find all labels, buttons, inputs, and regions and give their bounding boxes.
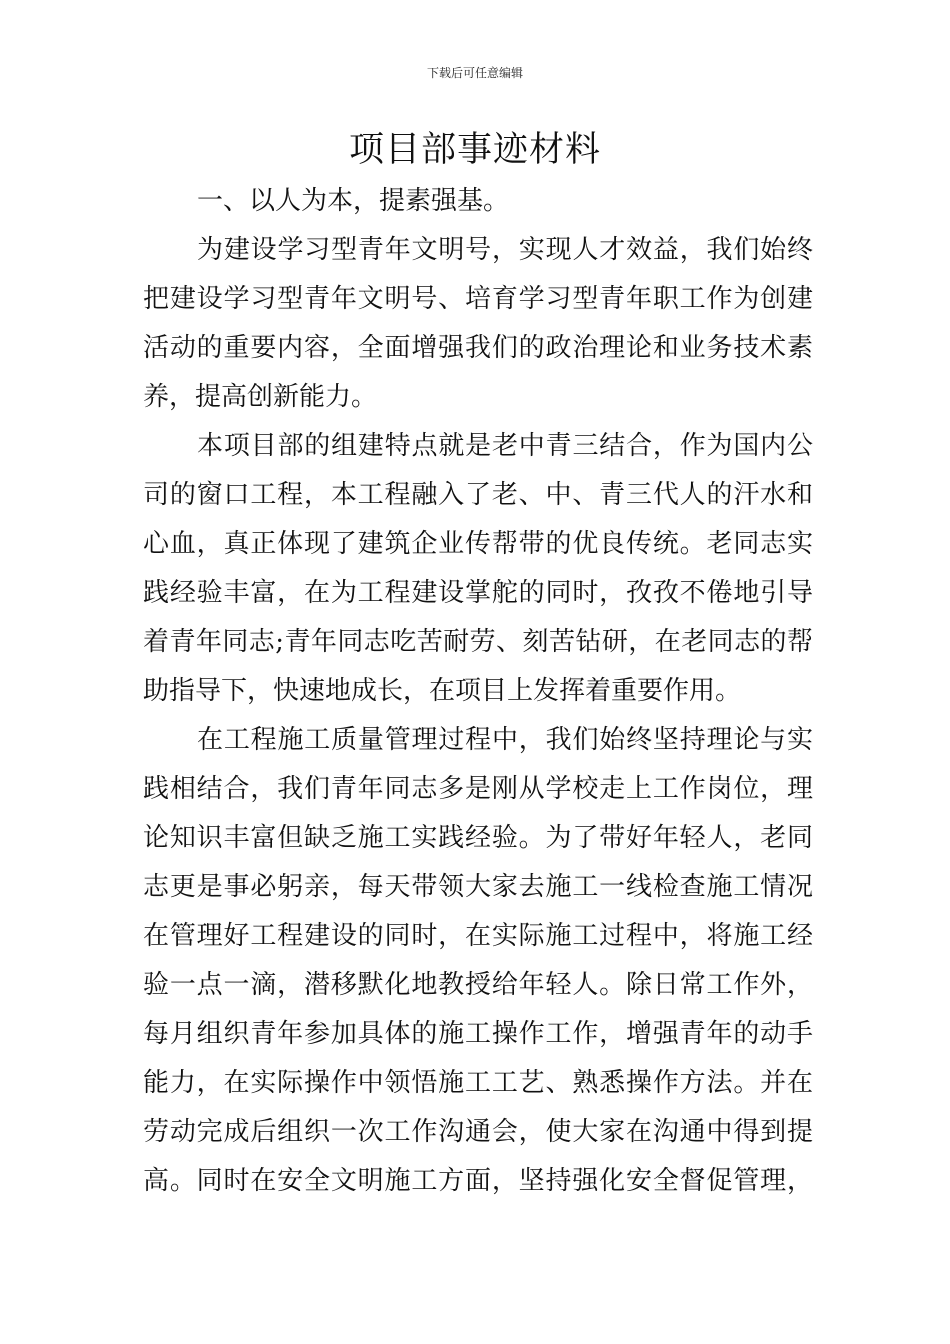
paragraph-2-line: 本项目部的组建特点就是老中青三结合，作为国内公 [197, 431, 813, 461]
paragraph-1-line: 养，提高创新能力。 [143, 382, 378, 412]
paragraph-3-line: 每月组织青年参加具体的施工操作工作，增强青年的动手 [143, 1019, 813, 1049]
paragraph-3-line: 劳动完成后组织一次工作沟通会，使大家在沟通中得到提 [143, 1117, 813, 1147]
paragraph-2-line: 着青年同志;青年同志吃苦耐劳、刻苦钻研，在老同志的帮 [143, 627, 813, 657]
paragraph-3-line: 能力，在实际操作中领悟施工工艺、熟悉操作方法。并在 [143, 1068, 813, 1098]
document-title: 项目部事迹材料 [348, 130, 601, 170]
document-body [143, 177, 813, 1206]
paragraph-3-line: 在工程施工质量管理过程中，我们始终坚持理论与实 [197, 725, 813, 755]
paragraph-1-line: 活动的重要内容，全面增强我们的政治理论和业务技术素 [143, 333, 813, 363]
paragraph-3-line: 高。同时在安全文明施工方面，坚持强化安全督促管理， [143, 1166, 813, 1196]
paragraph-2-line: 心血，真正体现了建筑企业传帮带的优良传统。老同志实 [143, 529, 813, 559]
paragraph-3-line: 志更是事必躬亲，每天带领大家去施工一线检查施工情况 [143, 872, 813, 902]
paragraph-3-line: 在管理好工程建设的同时，在实际施工过程中，将施工经 [143, 921, 813, 951]
paragraph-2-line: 助指导下，快速地成长，在项目上发挥着重要作用。 [143, 676, 742, 706]
paragraph-3-line: 践相结合，我们青年同志多是刚从学校走上工作岗位，理 [143, 774, 813, 804]
paragraph-3-line: 验一点一滴，潜移默化地教授给年轻人。除日常工作外， [143, 970, 813, 1000]
paragraph-2-line: 司的窗口工程，本工程融入了老、中、青三代人的汗水和 [143, 480, 813, 510]
paragraph-3-line: 论知识丰富但缺乏施工实践经验。为了带好年轻人，老同 [143, 823, 813, 853]
page-header-note: 下载后可任意编辑 [426, 66, 523, 80]
section-heading: 一、以人为本，提素强基。 [197, 186, 510, 216]
paragraph-2-line: 践经验丰富，在为工程建设掌舵的同时，孜孜不倦地引导 [143, 578, 813, 608]
paragraph-1-line: 为建设学习型青年文明号，实现人才效益，我们始终 [197, 235, 813, 265]
paragraph-1-line: 把建设学习型青年文明号、培育学习型青年职工作为创建 [143, 284, 813, 314]
